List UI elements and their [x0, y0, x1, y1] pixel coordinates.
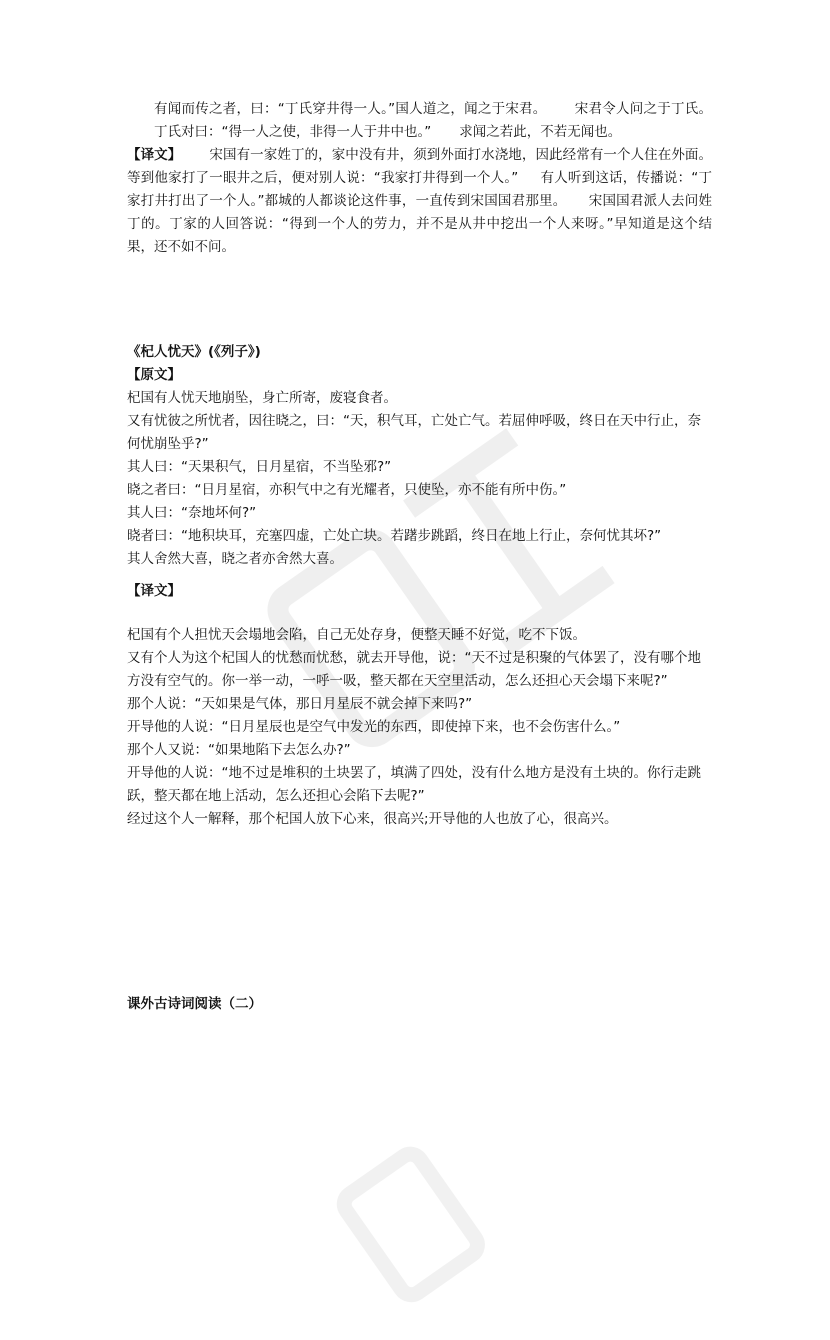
translation-label: 【译文】: [127, 147, 182, 163]
translation-text: 宋国国君派人去问姓丁的。丁家的人回答说：“得到一个人的劳力，并不是从井中挖出一个人来呀。”早知道是这个结果，还不如不问。: [127, 193, 712, 255]
original-line: 其人曰：“奈地坏何?”: [127, 505, 257, 521]
translation-text: 有人听到这话，传播说：“丁家打井打出了一个人。”都城的人都谈论这件事，一直传到宋国国君那里。: [127, 170, 712, 209]
original-line: 晓者曰：“地积块耳，充塞四虚，亡处亡块。若躇步跳蹈，终日在地上行止，奈何忧其坏?”: [127, 528, 662, 544]
translation-text: 宋国有一家姓丁的，家中没有井，须到外面打水浇地，因此经常有一个人住在外面。等到他家打了一眼井之后，便对别人说：“我家打井得到一个人。”: [127, 147, 713, 186]
original-line: 晓之者曰：“日月星宿，亦积气中之有光耀者，只使坠，亦不能有所中伤。”: [127, 482, 567, 498]
translation-paragraph: [127, 144, 712, 259]
section-title: 课外古诗词阅读（二）: [127, 996, 262, 1012]
original-line: 其人舍然大喜，晓之者亦舍然大喜。: [127, 551, 343, 567]
original-text: 宋君令人问之于丁氏。丁氏对曰：“得一人之使，非得一人于井中也。”: [154, 101, 712, 140]
original-line: 其人曰：“天果积气，日月星宿，不当坠邪?”: [127, 459, 392, 475]
original-text-block: [127, 364, 712, 571]
original-line: 杞国有人忧天地崩坠，身亡所寄，废寝食者。: [127, 390, 397, 406]
watermark-icon: [310, 1040, 610, 1340]
section-title: 《杞人忧天》(《列子》): [127, 344, 261, 360]
original-text: 有闻而传之者，曰：“丁氏穿井得一人。”国人道之，闻之于宋君。: [154, 101, 547, 117]
original-paragraph: [127, 98, 712, 144]
translation-line: 开导他的人说：“地不过是堆积的土块罢了，填满了四处，没有什么地方是没有土块的。你行走跳跃，整天都在地上活动，怎么还担心会陷下去呢?”: [127, 765, 701, 804]
translation-line: 那个人说：“天如果是气体，那日月星辰不就会掉下来吗?”: [127, 696, 473, 712]
original-label: 【原文】: [127, 367, 181, 383]
translation-line: 杞国有个人担忧天会塌地会陷，自己无处存身，便整天睡不好觉，吃不下饭。: [127, 627, 586, 643]
translation-line: 那个人又说：“如果地陷下去怎么办?”: [127, 742, 351, 758]
translation-label: 【译文】: [127, 583, 181, 599]
translation-block: [127, 624, 712, 831]
original-text: 求闻之若此，不若无闻也。: [459, 124, 622, 140]
original-line: 又有忧彼之所忧者，因往晓之，曰：“天，积气耳，亡处亡气。若屈伸呼吸，终日在天中行止，奈何忧崩坠乎?”: [127, 413, 701, 452]
translation-line: 又有个人为这个杞国人的忧愁而忧愁，就去开导他，说：“天不过是积聚的气体罢了，没有哪个地方没有空气的。你一举一动，一呼一吸，整天都在天空里活动，怎么还担心天会塌下来呢?”: [127, 650, 701, 689]
translation-line: 经过这个人一解释，那个杞国人放下心来，很高兴;开导他的人也放了心，很高兴。: [127, 811, 618, 827]
story-ding-section: [127, 98, 712, 259]
translation-line: 开导他的人说：“日月星辰也是空气中发光的东西，即使掉下来，也不会伤害什么。”: [127, 719, 621, 735]
